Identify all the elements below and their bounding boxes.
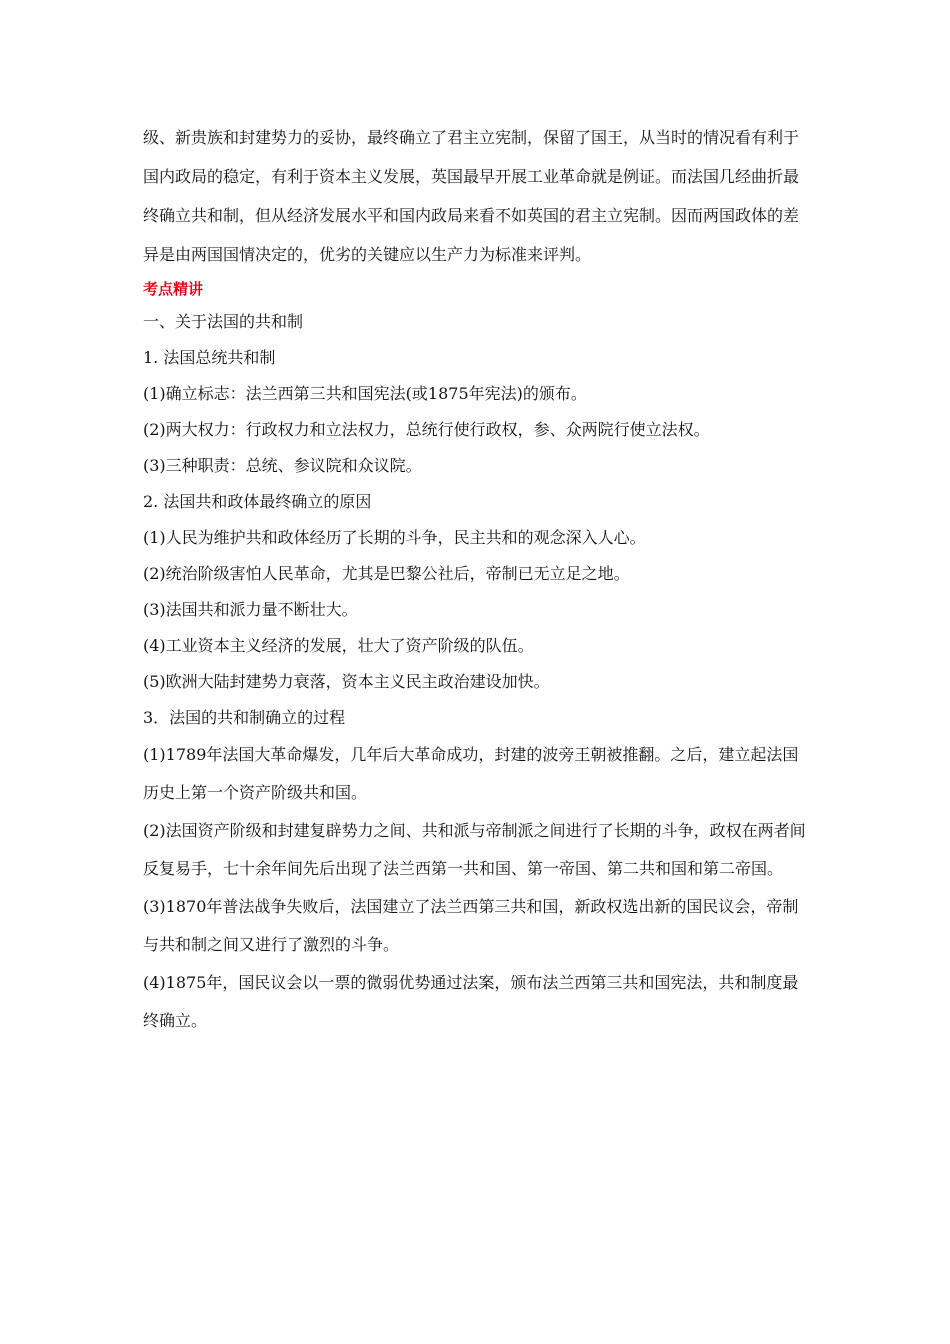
s1-item-3: (3)三种职责：总统、参议院和众议院。 [143,456,422,475]
s3-item-2: (2)法国资产阶级和封建复辟势力之间、共和派与帝制派之间进行了长期的斗争，政权在两者间反复易手，七十余年间先后出现了法兰西第一共和国、第一帝国、第二共和国和第二帝国。 [143,821,806,878]
s1-item-2: (2)两大权力：行政权力和立法权力，总统行使行政权，参、众两院行使立法权。 [143,420,710,439]
s3-item-4: (4)1875年，国民议会以一票的微弱优势通过法案，颁布法兰西第三共和国宪法，共和制度最终确立。 [143,973,799,1030]
s2-item-1: (1)人民为维护共和政体经历了长期的斗争，民主共和的观念深入人心。 [143,528,646,547]
s2-item-2: (2)统治阶级害怕人民革命，尤其是巴黎公社后，帝制已无立足之地。 [143,564,630,583]
section-title: 考点精讲 [143,280,204,298]
s3-item-1: (1)1789年法国大革命爆发，几年后大革命成功，封建的波旁王朝被推翻。之后，建立起法国历史上第一个资产阶级共和国。 [143,745,799,802]
s1-title: 1. 法国总统共和制 [143,348,276,367]
s1-item-1: (1)确立标志：法兰西第三共和国宪法(或1875年宪法)的颁布。 [143,384,587,403]
s3-item-3: (3)1870年普法战争失败后，法国建立了法兰西第三共和国，新政权选出新的国民议会，帝制与共和制之间又进行了激烈的斗争。 [143,897,799,954]
s2-title: 2. 法国共和政体最终确立的原因 [143,492,372,511]
s2-item-3: (3)法国共和派力量不断壮大。 [143,600,358,619]
document-page [143,118,811,1040]
s2-item-5: (5)欧洲大陆封建势力衰落，资本主义民主政治建设加快。 [143,672,550,691]
s3-title: 3．法国的共和制确立的过程 [143,708,346,727]
part-title: 一、关于法国的共和制 [143,312,304,331]
intro-paragraph: 级、新贵族和封建势力的妥协，最终确立了君主立宪制，保留了国王，从当时的情况看有利于国内政局的稳定，有利于资本主义发展，英国最早开展工业革命就是例证。而法国几经曲折最终确立共和制，但从经济发展水平和国内政局来看不如英国的君主立宪制。因而两国政体的差异是由两国国情决定的，优劣的关键应以生产力为标准来评判。 [143,128,800,264]
s2-item-4: (4)工业资本主义经济的发展，壮大了资产阶级的队伍。 [143,636,534,655]
